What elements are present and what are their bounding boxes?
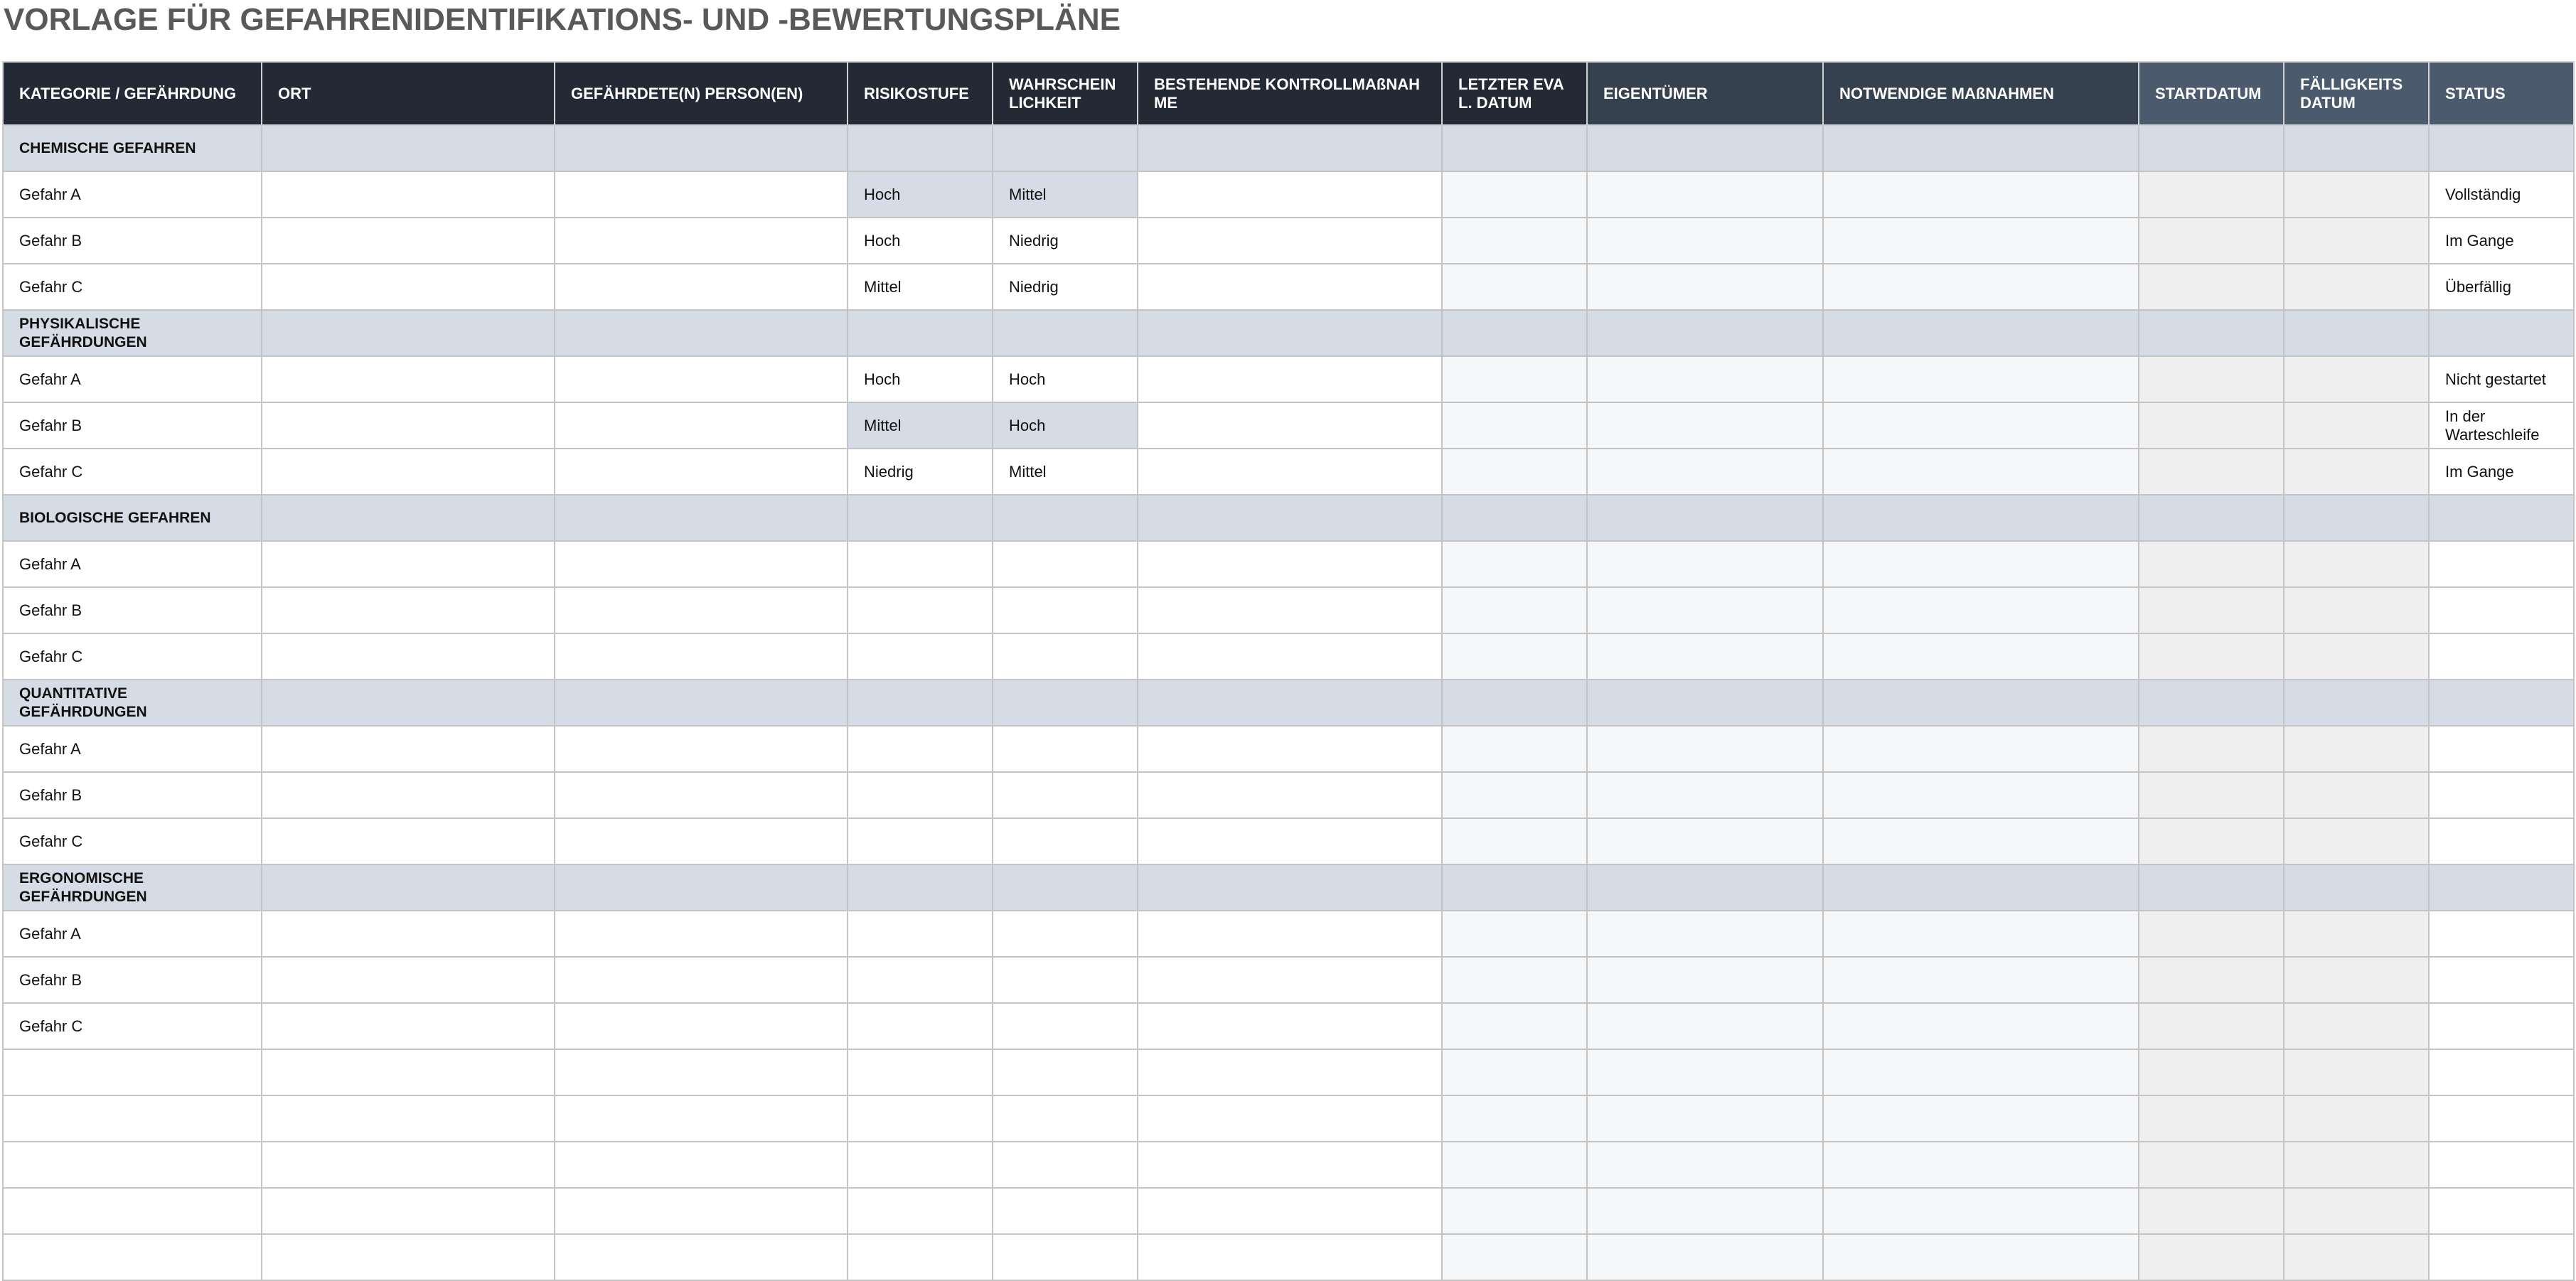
status-cell[interactable]: Überfällig [2429, 264, 2574, 310]
category-label[interactable]: QUANTITATIVE GEFÄHRDUNGEN [3, 680, 262, 726]
col-header-required-actions: NOTWENDIGE MAßNAHMEN [1823, 62, 2139, 125]
col-header-existing-control: BESTEHENDE KONTROLLMAßNAHME [1138, 62, 1442, 125]
risk-level-cell[interactable]: Hoch [848, 218, 993, 264]
risk-level-cell[interactable]: Niedrig [848, 449, 993, 495]
empty-row [3, 1095, 2574, 1142]
col-header-owner: EIGENTÜMER [1587, 62, 1823, 125]
hazard-cell[interactable]: Gefahr A [3, 356, 262, 402]
status-cell[interactable]: Nicht gestartet [2429, 356, 2574, 402]
hazard-cell[interactable]: Gefahr B [3, 957, 262, 1003]
likelihood-cell[interactable]: Hoch [993, 402, 1138, 449]
category-row [3, 125, 2574, 171]
table-row [3, 587, 2574, 633]
table-row [3, 818, 2574, 864]
empty-row [3, 1142, 2574, 1188]
empty-row [3, 1188, 2574, 1234]
hazard-cell[interactable]: Gefahr A [3, 911, 262, 957]
status-cell[interactable]: Im Gange [2429, 449, 2574, 495]
empty-row [3, 1234, 2574, 1280]
hazard-cell[interactable]: Gefahr C [3, 264, 262, 310]
hazard-assessment-table [2, 61, 2575, 1281]
header-row [3, 62, 2574, 125]
likelihood-cell[interactable]: Niedrig [993, 218, 1138, 264]
col-header-category: KATEGORIE / GEFÄHRDUNG [3, 62, 262, 125]
table-row [3, 449, 2574, 495]
status-cell[interactable]: Im Gange [2429, 218, 2574, 264]
risk-level-cell[interactable]: Hoch [848, 171, 993, 218]
hazard-cell[interactable]: Gefahr A [3, 726, 262, 772]
category-row [3, 310, 2574, 356]
category-row [3, 680, 2574, 726]
likelihood-cell[interactable]: Mittel [993, 449, 1138, 495]
table-row [3, 772, 2574, 818]
hazard-cell[interactable]: Gefahr B [3, 218, 262, 264]
table-row [3, 218, 2574, 264]
col-header-due-date: FÄLLIGKEITSDATUM [2284, 62, 2429, 125]
hazard-cell[interactable]: Gefahr B [3, 402, 262, 449]
hazard-cell[interactable]: Gefahr C [3, 1003, 262, 1049]
hazard-cell[interactable]: Gefahr B [3, 772, 262, 818]
likelihood-cell[interactable]: Niedrig [993, 264, 1138, 310]
col-header-persons-at-risk: GEFÄHRDETE(N) PERSON(EN) [555, 62, 848, 125]
likelihood-cell[interactable]: Mittel [993, 171, 1138, 218]
category-row [3, 495, 2574, 541]
table-row [3, 957, 2574, 1003]
table-row [3, 541, 2574, 587]
col-header-start-date: STARTDATUM [2139, 62, 2284, 125]
col-header-last-eval-date: LETZTER EVAL. DATUM [1442, 62, 1587, 125]
page-title: VORLAGE FÜR GEFAHRENIDENTIFIKATIONS- UND -BEWERTUNGSPLÄNE [4, 2, 1121, 37]
table-row [3, 633, 2574, 680]
category-label[interactable]: PHYSIKALISCHE GEFÄHRDUNGEN [3, 310, 262, 356]
hazard-cell[interactable]: Gefahr C [3, 449, 262, 495]
col-header-risk-level: RISIKOSTUFE [848, 62, 993, 125]
hazard-cell[interactable]: Gefahr A [3, 171, 262, 218]
table-row [3, 264, 2574, 310]
col-header-likelihood: WAHRSCHEINLICHKEIT [993, 62, 1138, 125]
table-row [3, 356, 2574, 402]
category-row [3, 864, 2574, 911]
col-header-location: ORT [262, 62, 555, 125]
status-cell[interactable]: Vollständig [2429, 171, 2574, 218]
status-cell[interactable]: In der Warteschleife [2429, 402, 2574, 449]
table-row [3, 726, 2574, 772]
hazard-cell[interactable]: Gefahr B [3, 587, 262, 633]
table-row [3, 171, 2574, 218]
category-label[interactable]: CHEMISCHE GEFAHREN [3, 125, 262, 171]
risk-level-cell[interactable]: Mittel [848, 402, 993, 449]
risk-level-cell[interactable]: Hoch [848, 356, 993, 402]
risk-level-cell[interactable]: Mittel [848, 264, 993, 310]
hazard-cell[interactable]: Gefahr C [3, 818, 262, 864]
hazard-cell[interactable]: Gefahr A [3, 541, 262, 587]
table-row [3, 1003, 2574, 1049]
table-row [3, 402, 2574, 449]
likelihood-cell[interactable]: Hoch [993, 356, 1138, 402]
category-label[interactable]: BIOLOGISCHE GEFAHREN [3, 495, 262, 541]
hazard-cell[interactable]: Gefahr C [3, 633, 262, 680]
table-row [3, 911, 2574, 957]
category-label[interactable]: ERGONOMISCHE GEFÄHRDUNGEN [3, 864, 262, 911]
empty-row [3, 1049, 2574, 1095]
col-header-status: STATUS [2429, 62, 2574, 125]
